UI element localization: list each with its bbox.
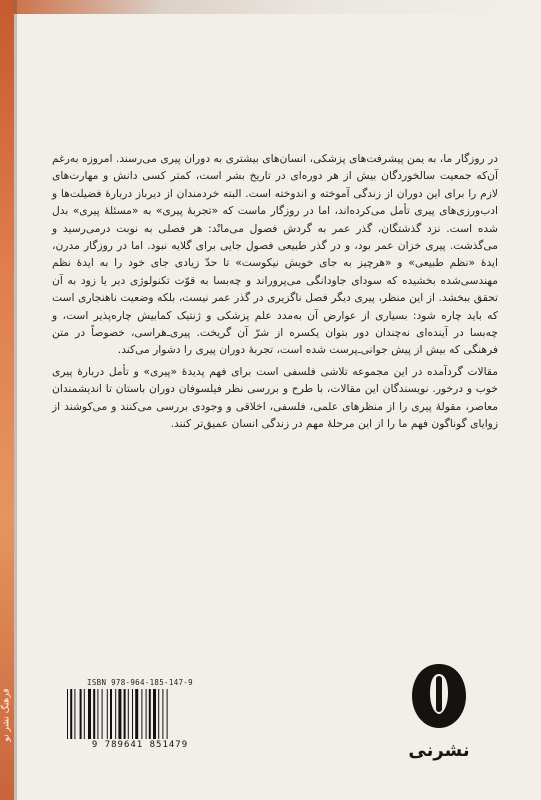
barcode-bar	[70, 689, 72, 739]
back-cover-blurb	[52, 150, 498, 433]
spine-label	[0, 655, 14, 775]
barcode-bar	[162, 689, 163, 739]
spine-text: فرهنگ‌ نشر نو	[2, 688, 13, 742]
barcode-bar	[97, 689, 98, 739]
barcode-bar	[124, 689, 126, 739]
barcode-bar	[67, 689, 68, 739]
publisher-name: نشرنی	[408, 740, 470, 761]
barcode-bars	[65, 689, 215, 739]
barcode-bar	[141, 689, 142, 739]
spine-shadow	[14, 0, 17, 800]
top-border	[0, 0, 541, 14]
barcode-bar	[118, 689, 121, 739]
barcode-bar	[107, 689, 108, 739]
barcode-bar	[80, 689, 82, 739]
barcode-bar	[135, 689, 138, 739]
barcode-bar	[115, 689, 116, 739]
nashr-logo-icon	[408, 660, 470, 732]
barcode-bar	[93, 689, 95, 739]
barcode-digits: 9 789641 851479	[91, 740, 189, 750]
barcode-bar	[74, 689, 75, 739]
barcode-bar	[110, 689, 112, 739]
barcode-bar	[158, 689, 159, 739]
isbn-barcode	[60, 678, 220, 750]
barcode-bar	[153, 689, 156, 739]
barcode-bar	[167, 689, 168, 739]
barcode-bar	[128, 689, 129, 739]
spine-color-strip	[0, 0, 14, 800]
barcode-bar	[84, 689, 85, 739]
blurb-paragraph-1: در روزگار ما، به یمن پیشرفت‌های پزشکی، انسان‌های بیشتری به دوران پیری می‌رسند. امروزه به‌رغم آن‌که جمعیت سالخوردگان بیش از هر دوره‌ای در تاریخ بشر است، کمتر کسی دانش و مهارت‌های لازم را برای این دوران از زندگی آموخته و اندوخته است. البته خردمندان از دیرباز دربارهٔ فضیلت‌ها و ادب‌ورزی‌های پیری تأمل می‌کرده‌اند، اما در روزگار ماست که «تجربهٔ پیری» به «مسئلهٔ پیری» بدل شده است. نزد گذشتگان، گذر عمر به گردش فصول می‌مانْد: هر فصلی به نوبت درمی‌رسید و می‌گذشت. پیری خزان عمر بود، و در گذر طبیعی فصول جایی برای گلایه نبود. اما در روزگار مدرن، ایدهٔ «نظم طبیعی» و «هرچیز به جای خویش نیکوست» تا حدّ زیادی جای خود را به ایدهٔ نظم مهندسی‌شده بخشیده که سودای جاودانگی می‌پروراند و چه‌بسا به قوّت تکنولوژی دیر یا زود به آن تحقق ببخشد. از این منظر، پیری دیگر فصل ناگزیری در گذر عمر نیست، بلکه وضعیت ناهنجاری است که باید چاره شود: بسیاری از عوارض آن به‌مدد علم پزشکی و ژنتیک کمابیش چاره‌پذیر است، و چه‌بسا در آینده‌ای نه‌چندان دور بتوان یکسره از شرّ آن گریخت. پیری‌ـ‌هراسی، خصوصاً در متن فرهنگی که بیش از پیش جوانی‌ـ‌پرست شده است، تجربهٔ دوران پیری را دشوار می‌کند.	[52, 152, 498, 357]
barcode-bar	[102, 689, 103, 739]
publisher-logo	[398, 660, 480, 770]
barcode-bar	[149, 689, 151, 739]
barcode-bar	[146, 689, 147, 739]
blurb-paragraph-2: مقالات گردآمده در این مجموعه تلاشی فلسفی است برای فهم پدیدهٔ «پیری» و تأمل دربارهٔ پیری خوب و درخور. نویسندگان این مقالات، با طرح و بررسی نظر فیلسوفان دوران باستان تا اندیشمندان معاصر، مقولهٔ پیری را از منظرهای علمی، فلسفی، اخلاقی و وجودی بررسی می‌کنند و می‌کوشند از زوایای گوناگون فهم ما را از این مرحلهٔ مهم در زندگی انسان عمیق‌تر کنند.	[52, 364, 498, 431]
isbn-label: ISBN 978-964-185-147-9	[87, 678, 193, 687]
barcode-bar	[88, 689, 91, 739]
barcode-bar	[132, 689, 133, 739]
